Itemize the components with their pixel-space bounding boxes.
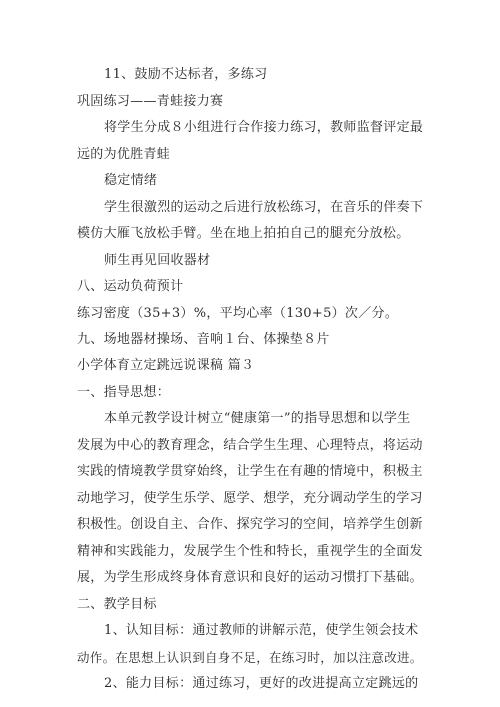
- text-line: 稳定情绪: [104, 173, 158, 188]
- text-line: 一、指导思想：: [77, 385, 171, 400]
- text-line: 远的为优胜青蛙: [77, 147, 171, 162]
- text-line: 八、运动负荷预计: [77, 279, 184, 294]
- text-line: 1、认知目标：通过教师的讲解示范，使学生领会技术: [104, 623, 419, 638]
- text-line: 实践的情境教学贯穿始终，让学生在有趣的情境中，积极主: [77, 464, 423, 479]
- text-line: 2、能力目标：通过练习，更好的改进提高立定跳远的: [104, 676, 419, 691]
- text-line: 师生再见回收器材: [104, 253, 211, 268]
- text-line: 练习密度（35+3）%，平均心率（130+5）次／分。: [77, 306, 399, 321]
- text-line: 发展为中心的教育理念，结合学生生理、心理特点，将运动: [77, 438, 423, 453]
- text-line: 二、教学目标: [77, 597, 157, 612]
- text-line: 动作。在思想上认识到自身不足，在练习时，加以注意改进。: [77, 650, 423, 665]
- text-line: 展，为学生形成终身体育意识和良好的运动习惯打下基础。: [77, 570, 423, 585]
- text-line: 巩固练习——青蛙接力赛: [77, 94, 224, 109]
- text-line: 积极性。创设自主、合作、探究学习的空间，培养学生创新: [77, 517, 423, 532]
- text-line: 本单元教学设计树立“健康第一”的指导思想和以学生: [104, 411, 411, 426]
- text-line: 动地学习，使学生乐学、愿学、想学，充分调动学生的学习: [77, 491, 423, 506]
- text-line: 学生很激烈的运动之后进行放松练习，在音乐的伴奏下: [104, 200, 424, 215]
- text-line: 11、鼓励不达标者，多练习: [104, 67, 268, 82]
- text-line: 九、场地器材操场、音响１台、体操垫８片: [77, 332, 330, 347]
- text-line: 将学生分成８小组进行合作接力练习，教师监督评定最: [104, 120, 424, 135]
- text-line: 模仿大雁飞放松手臂。坐在地上拍拍自己的腿充分放松。: [77, 226, 410, 241]
- text-line: 精神和实践能力，发展学生个性和特长，重视学生的全面发: [77, 544, 423, 559]
- section-heading: 小学体育立定跳远说课稿 篇３: [77, 358, 255, 373]
